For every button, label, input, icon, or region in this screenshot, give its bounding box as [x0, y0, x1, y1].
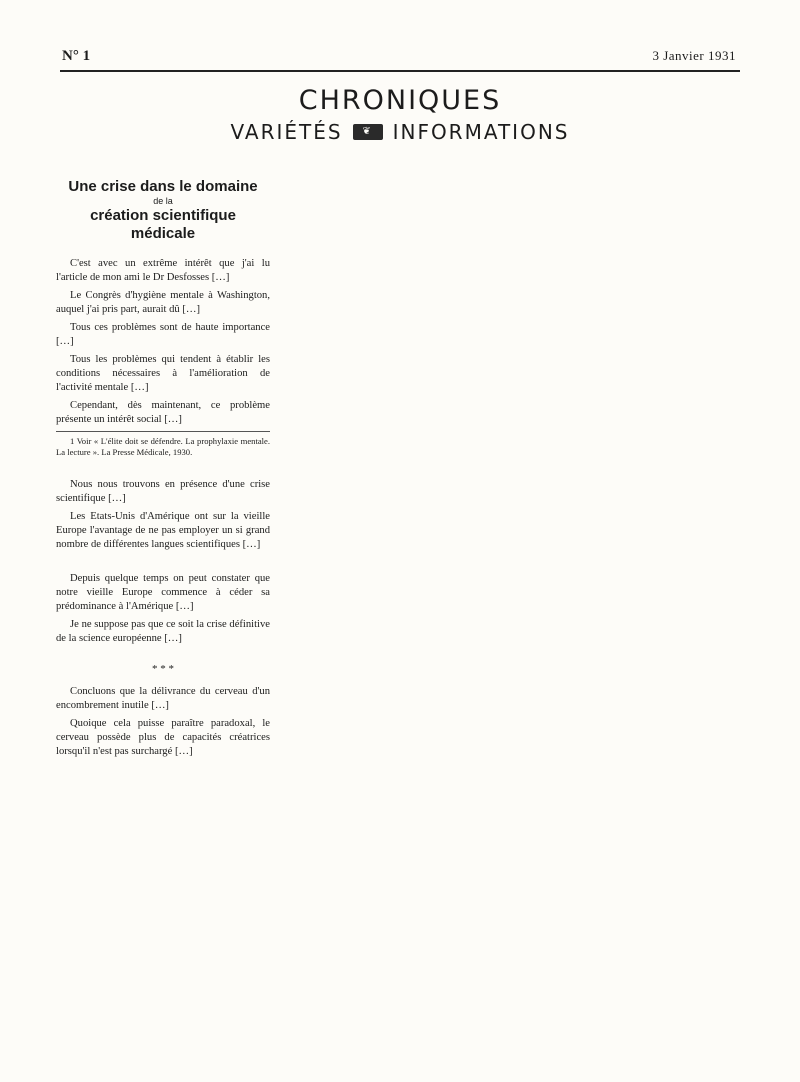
article-paragraph: Je ne suppose pas que ce soit la crise définitive de la science européenne […] [56, 619, 270, 644]
header-rule [60, 70, 740, 72]
article-title-line3: création scientifique médicale [90, 207, 236, 242]
asterism-divider: * * * [152, 663, 174, 675]
article-paragraph: Le Congrès d'hygiène mentale à Washington, auquel j'ai pris part, aurait dû […] [56, 290, 270, 315]
article-paragraph: Cependant, dès maintenant, ce problème présente un intérêt social […] [56, 400, 270, 425]
article-paragraph: Tous ces problèmes sont de haute importance […] [56, 322, 270, 347]
article-paragraph: Quoique cela puisse paraître paradoxal, le cerveau possède plus de capacités créatrices lorsqu'il n'est pas surchargé […] [56, 718, 270, 757]
issue-number: N° 1 [62, 48, 91, 64]
column-break-spacer [56, 556, 270, 572]
article-title-line1: Une crise dans le domaine [68, 178, 258, 195]
article-paragraph: Nous nous trouvons en présence d'une crise scientifique […] [56, 479, 270, 504]
masthead-title: CHRONIQUES [298, 85, 502, 116]
article-paragraph: Tous les problèmes qui tendent à établir les conditions nécessaires à l'amélioration de l'activité mentale […] [56, 354, 270, 393]
footnote: 1 Voir « L'élite doit se défendre. La prophylaxie mentale. La lecture ». La Presse Médicale, 1930. [56, 431, 270, 458]
article-title-line2: de la [153, 196, 173, 206]
article-paragraph: Les Etats-Unis d'Amérique ont sur la vieille Europe l'avantage de ne pas employer un si grand nombre de différentes langues scientifiques […] [56, 511, 270, 550]
masthead-subtitle [0, 120, 800, 144]
article-paragraph: Depuis quelque temps on peut constater que notre vieille Europe commence à céder sa prédominance à l'Amérique […] [56, 573, 270, 612]
article-columns [56, 168, 742, 1056]
column-break-spacer [56, 462, 270, 478]
masthead-left: VARIÉTÉS [230, 119, 343, 144]
issue-date: 3 Janvier 1931 [652, 48, 736, 63]
article-paragraph: C'est avec un extrême intérêt que j'ai lu l'article de mon ami le Dr Desfosses […] [56, 258, 270, 283]
page-header [62, 48, 736, 65]
ornament-icon: ❦ [353, 124, 383, 140]
article-paragraph: Concluons que la délivrance du cerveau d'un encombrement inutile […] [56, 686, 270, 711]
masthead-right: INFORMATIONS [392, 119, 570, 144]
article-title [56, 178, 270, 243]
masthead [0, 86, 800, 144]
